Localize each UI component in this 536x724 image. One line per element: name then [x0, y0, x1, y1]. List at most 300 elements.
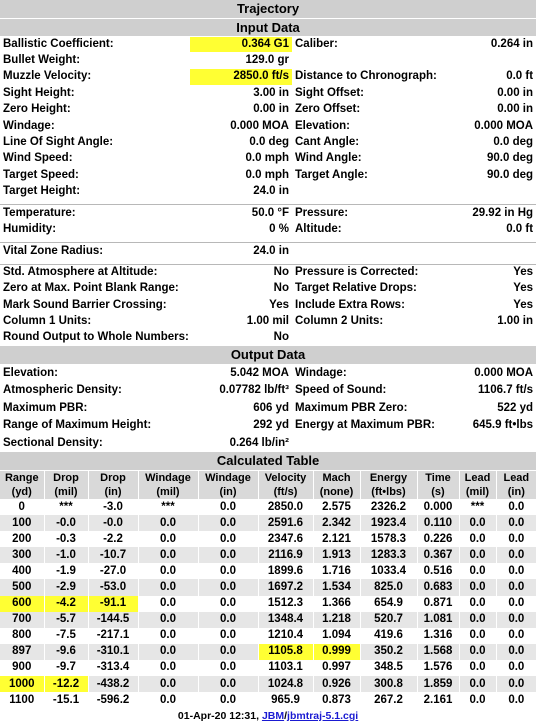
column-header: (none): [313, 485, 360, 500]
table-cell: 0.0: [138, 563, 198, 579]
output-label: Windage:: [292, 364, 452, 382]
column-header: Time: [417, 470, 459, 485]
table-cell: -0.0: [44, 515, 88, 531]
input-data-header: Input Data: [0, 18, 536, 36]
input-row: [0, 102, 536, 118]
table-cell: 0.0: [459, 531, 496, 547]
table-cell: 0.0: [496, 676, 536, 692]
input-value: 0.0 deg: [249, 136, 289, 149]
table-cell: 2.161: [417, 692, 459, 708]
column-header: (ft•lbs): [360, 485, 417, 500]
table-cell: -144.5: [88, 612, 138, 628]
input-value: 0.000 MOA: [230, 119, 289, 132]
input-row: [0, 167, 536, 183]
table-cell: ***: [459, 499, 496, 515]
column-header-row: [0, 470, 536, 485]
table-cell: 0.0: [459, 676, 496, 692]
output-value: 606 yd: [253, 401, 289, 414]
output-label: Range of Maximum Height:: [3, 419, 152, 432]
input-value: 0.0 mph: [245, 152, 289, 165]
input-value: 0.0 ft: [506, 222, 534, 235]
column-header: Mach: [313, 470, 360, 485]
output-section: [0, 346, 536, 364]
input-value: Yes: [513, 282, 534, 295]
table-cell: 0.0: [459, 612, 496, 628]
input-label: [292, 243, 452, 259]
column-header: (s): [417, 485, 459, 500]
table-cell: 0.0: [198, 563, 258, 579]
output-row: [0, 434, 536, 452]
table-cell: 300: [0, 547, 44, 563]
output-value: 645.9 ft•lbs: [472, 419, 534, 432]
table-cell: -438.2: [88, 676, 138, 692]
table-cell: -3.0: [88, 499, 138, 515]
input-value: Yes: [452, 264, 536, 280]
table-cell: 800: [12, 629, 32, 642]
table-cell: 0.0: [138, 644, 198, 660]
table-cell: 1.568: [417, 644, 459, 660]
table-cell: 0.0: [138, 692, 198, 708]
table-cell: 0.871: [417, 596, 459, 612]
table-cell: 0.0: [496, 579, 536, 595]
table-cell: -1.9: [44, 563, 88, 579]
input-label: Wind Speed:: [3, 152, 73, 165]
table-row: [0, 692, 536, 708]
table-row: [0, 644, 536, 660]
table-cell: 0.0: [138, 660, 198, 676]
input-label: Line Of Sight Angle:: [3, 136, 114, 149]
table-cell: 0.683: [417, 579, 459, 595]
input-row: [0, 69, 536, 85]
table-cell: -313.4: [88, 660, 138, 676]
input-value: 24.0 in: [190, 243, 292, 259]
table-cell: 0.0: [496, 531, 536, 547]
table-cell: 0.0: [198, 579, 258, 595]
table-cell: 1283.3: [360, 547, 417, 563]
input-label: [292, 330, 452, 346]
table-cell: 0.0: [138, 628, 198, 644]
column-header: (mil): [459, 485, 496, 500]
input-row: [0, 36, 536, 52]
table-row: [0, 563, 536, 579]
table-cell: 0.0: [198, 628, 258, 644]
table-cell: 700: [0, 612, 44, 628]
table-cell: 654.9: [360, 596, 417, 612]
table-cell: 0.0: [459, 547, 496, 563]
table-cell: ***: [44, 499, 88, 515]
output-value: 292 yd: [253, 419, 289, 432]
input-row: [0, 151, 536, 167]
table-cell: 500: [0, 579, 44, 595]
table-cell: 0.0: [496, 596, 536, 612]
table-row: [0, 596, 536, 612]
input-row: [0, 264, 536, 280]
output-row: [0, 399, 536, 417]
input-label: Bullet Weight:: [3, 54, 81, 67]
table-cell: 1899.6: [258, 563, 313, 579]
output-row: [0, 417, 536, 435]
table-cell: -2.2: [88, 531, 138, 547]
input-label: Zero at Max. Point Blank Range:: [3, 282, 179, 295]
input-label: Pressure is Corrected:: [292, 264, 452, 280]
column-header: (ft/s): [258, 485, 313, 500]
table-cell: 0.0: [496, 644, 536, 660]
table-cell: 0.367: [417, 547, 459, 563]
column-header: Lead: [496, 470, 536, 485]
input-label: Wind Angle:: [295, 152, 362, 165]
table-cell: -1.0: [44, 547, 88, 563]
table-cell: -53.0: [88, 579, 138, 595]
input-row: [0, 280, 536, 296]
column-header: Lead: [459, 470, 496, 485]
table-cell: 1.218: [313, 612, 360, 628]
input-row: [0, 52, 536, 68]
input-row: [0, 330, 536, 346]
output-data-rows: [0, 364, 536, 452]
table-cell: 0.0: [496, 563, 536, 579]
input-label: Column 1 Units:: [3, 314, 92, 327]
input-value: 0.00 in: [497, 86, 534, 99]
table-cell: 0.999: [313, 644, 360, 660]
table-cell: 2326.2: [360, 499, 417, 515]
table-cell: -310.1: [88, 644, 138, 660]
input-value: 0.00 in: [253, 103, 289, 116]
input-value: 0.00 in: [497, 103, 534, 116]
input-value: 0.0 deg: [493, 136, 534, 149]
table-cell: 0.0: [198, 676, 258, 692]
table-cell: 0.0: [138, 531, 198, 547]
table-cell: 350.2: [360, 644, 417, 660]
table-cell: 0.516: [417, 563, 459, 579]
table-cell: 0: [18, 500, 25, 513]
output-value: 0.07782 lb/ft³: [219, 383, 289, 396]
table-cell: 1.576: [417, 660, 459, 676]
table-cell: 2850.0: [258, 499, 313, 515]
table-cell: 1.081: [417, 612, 459, 628]
table-row: [0, 515, 536, 531]
table-cell: 0.0: [459, 692, 496, 708]
table-row: [0, 579, 536, 595]
table-row: [0, 531, 536, 547]
table-cell: 2347.6: [258, 531, 313, 547]
input-label: Sight Offset:: [295, 86, 364, 99]
table-cell: 0.0: [198, 499, 258, 515]
input-row: [0, 297, 536, 313]
input-label: Elevation:: [295, 119, 350, 132]
input-value: [452, 243, 536, 259]
table-cell: 0.0: [198, 547, 258, 563]
table-cell: 267.2: [360, 692, 417, 708]
table-cell: 300.8: [360, 676, 417, 692]
column-header: Energy: [360, 470, 417, 485]
table-cell: 825.0: [360, 579, 417, 595]
table-cell: -9.7: [44, 660, 88, 676]
table-cell: 0.926: [313, 676, 360, 692]
output-label: Energy at Maximum PBR:: [295, 419, 435, 432]
input-label: Cant Angle:: [295, 136, 360, 149]
table-cell: 0.0: [198, 515, 258, 531]
table-cell: 0.0: [496, 499, 536, 515]
column-header: Velocity: [258, 470, 313, 485]
output-value: 522 yd: [497, 401, 534, 414]
table-cell: 0.226: [417, 531, 459, 547]
table-cell: 0.0: [459, 628, 496, 644]
input-label: Sight Height:: [3, 86, 75, 99]
input-value: 0 %: [269, 222, 289, 235]
table-cell: 0.110: [417, 515, 459, 531]
input-label: Target Height:: [3, 185, 81, 198]
table-cell: 0.997: [313, 660, 360, 676]
input-row: [0, 205, 536, 221]
table-cell: 0.0: [138, 547, 198, 563]
input-value: 24.0 in: [253, 185, 289, 198]
table-cell: -10.7: [88, 547, 138, 563]
table-cell: ***: [138, 499, 198, 515]
table-cell: 0.0: [198, 531, 258, 547]
table-row: [0, 660, 536, 676]
table-cell: -12.2: [44, 676, 88, 692]
column-header: Windage: [198, 470, 258, 485]
input-value: 1.00 in: [497, 314, 534, 327]
table-cell: 1.366: [313, 596, 360, 612]
table-cell: 348.5: [360, 660, 417, 676]
input-label: Humidity:: [3, 222, 57, 235]
table-cell: 0.0: [138, 612, 198, 628]
page-title: Trajectory: [0, 0, 536, 18]
table-cell: 1512.3: [258, 596, 313, 612]
input-label: Target Relative Drops:: [295, 282, 417, 295]
table-cell: 0.0: [198, 692, 258, 708]
table-cell: -0.0: [88, 515, 138, 531]
input-value: 0.364 G1: [190, 36, 292, 52]
table-cell: 0.0: [459, 596, 496, 612]
input-label: Std. Atmosphere at Altitude:: [0, 264, 190, 280]
input-value: 3.00 in: [253, 86, 289, 99]
input-label: Altitude:: [295, 222, 342, 235]
table-cell: -91.1: [88, 596, 138, 612]
input-value: 90.0 deg: [487, 152, 534, 165]
table-cell: 0.0: [198, 596, 258, 612]
column-header: Drop: [88, 470, 138, 485]
table-cell: 0.0: [496, 547, 536, 563]
input-value: No: [273, 331, 289, 344]
table-cell: 1.716: [313, 563, 360, 579]
input-label: Mark Sound Barrier Crossing:: [3, 298, 167, 311]
output-label: Sectional Density:: [3, 436, 103, 449]
table-cell: 1.316: [417, 628, 459, 644]
table-row: [0, 612, 536, 628]
table-cell: 100: [0, 515, 44, 531]
table-cell: 0.0: [496, 612, 536, 628]
input-value: [452, 52, 536, 68]
table-cell: 1.094: [313, 628, 360, 644]
table-cell: 0.0: [459, 644, 496, 660]
table-cell: 0.0: [496, 692, 536, 708]
table-cell: 0.0: [459, 563, 496, 579]
output-label: Elevation:: [0, 364, 190, 382]
table-cell: 1210.4: [258, 628, 313, 644]
column-header: (in): [496, 485, 536, 500]
input-value: No: [273, 282, 289, 295]
input-value: 0.0 ft: [506, 70, 534, 83]
input-value: Yes: [513, 298, 534, 311]
table-cell: 0.0: [138, 515, 198, 531]
footer-link-separator: /: [284, 709, 288, 722]
calculated-table-column-headers: [0, 470, 536, 499]
table-cell: 1024.8: [258, 676, 313, 692]
table-cell: -7.5: [44, 628, 88, 644]
input-label: Ballistic Coefficient:: [0, 36, 190, 52]
input-value: 29.92 in Hg: [452, 205, 536, 221]
calculated-table: [0, 452, 536, 724]
column-header-row: [0, 485, 536, 500]
input-label: Zero Offset:: [295, 103, 361, 116]
table-row: [0, 628, 536, 644]
table-cell: 0.0: [138, 579, 198, 595]
table-cell: 2.342: [313, 515, 360, 531]
input-label: Muzzle Velocity:: [3, 70, 92, 83]
output-label: Atmospheric Density:: [3, 383, 122, 396]
table-cell: 0.0: [459, 515, 496, 531]
table-cell: 200: [12, 532, 32, 545]
input-value: 0.264 in: [452, 36, 536, 52]
input-label: Caliber:: [292, 36, 452, 52]
input-label: Round Output to Whole Numbers:: [3, 331, 189, 344]
column-header: Range: [0, 470, 44, 485]
table-cell: -27.0: [88, 563, 138, 579]
table-cell: 0.0: [459, 579, 496, 595]
input-section: [0, 0, 536, 36]
output-label: Maximum PBR:: [3, 401, 88, 414]
table-cell: 2591.6: [258, 515, 313, 531]
input-label: [292, 184, 452, 200]
output-label: Maximum PBR Zero:: [295, 401, 408, 414]
input-label: Pressure:: [292, 205, 452, 221]
table-cell: 1100: [9, 693, 35, 706]
input-label: Vital Zone Radius:: [0, 243, 190, 259]
table-cell: -596.2: [88, 692, 138, 708]
input-label: Zero Height:: [3, 103, 71, 116]
column-header: (mil): [44, 485, 88, 500]
table-cell: 0.0: [459, 660, 496, 676]
table-cell: 0.0: [496, 660, 536, 676]
input-label: Target Speed:: [3, 168, 79, 181]
input-row: [0, 134, 536, 150]
input-value: 90.0 deg: [487, 168, 534, 181]
output-value: 0.264 lb/in²: [229, 436, 289, 449]
column-header: (in): [198, 485, 258, 500]
table-cell: 0.873: [313, 692, 360, 708]
table-cell: 1578.3: [360, 531, 417, 547]
input-value: 2850.0 ft/s: [190, 69, 292, 85]
input-value: [452, 330, 536, 346]
input-value: 0.0 mph: [245, 168, 289, 181]
column-header: (yd): [0, 485, 44, 500]
input-value: [452, 184, 536, 200]
table-cell: 0.0: [198, 660, 258, 676]
table-cell: 0.0: [496, 515, 536, 531]
jbm-link[interactable]: JBM: [261, 709, 285, 722]
table-row: [0, 676, 536, 692]
output-value: [452, 434, 536, 452]
table-cell: 1033.4: [360, 563, 417, 579]
table-cell: 1000: [0, 676, 44, 692]
table-cell: 900: [12, 661, 32, 674]
output-row: [0, 364, 536, 382]
table-cell: 2.121: [313, 531, 360, 547]
input-label: Column 2 Units:: [295, 314, 384, 327]
table-cell: 1697.2: [258, 579, 313, 595]
input-row: [0, 85, 536, 101]
input-value: No: [190, 264, 292, 280]
table-cell: 1.534: [313, 579, 360, 595]
table-cell: 520.7: [360, 612, 417, 628]
table-cell: -9.6: [44, 644, 88, 660]
table-cell: 0.000: [417, 499, 459, 515]
table-cell: 600: [0, 596, 44, 612]
table-cell: 2.575: [313, 499, 360, 515]
output-value: 1106.7 ft/s: [478, 383, 534, 396]
input-row: [0, 221, 536, 237]
table-cell: 400: [12, 564, 32, 577]
column-header: (mil): [138, 485, 198, 500]
input-data-rows: [0, 36, 536, 346]
table-row: [0, 547, 536, 563]
table-cell: -2.9: [44, 579, 88, 595]
footer-timestamp: 01-Apr-20 12:31,: [177, 709, 262, 722]
input-label: Target Angle:: [295, 168, 368, 181]
input-value: 50.0 °F: [190, 205, 292, 221]
table-cell: 0.0: [198, 612, 258, 628]
output-value: 0.000 MOA: [452, 364, 536, 382]
table-cell: 0.0: [496, 628, 536, 644]
input-label: Temperature:: [0, 205, 190, 221]
table-cell: -217.1: [88, 628, 138, 644]
calculated-table-header: Calculated Table: [0, 452, 536, 470]
column-header: (in): [88, 485, 138, 500]
table-cell: 419.6: [360, 628, 417, 644]
table-cell: 897: [0, 644, 44, 660]
table-cell: 1103.1: [258, 660, 313, 676]
output-data-header: Output Data: [0, 346, 536, 364]
input-row: [0, 118, 536, 134]
table-cell: -4.2: [44, 596, 88, 612]
calculated-table-rows: [0, 499, 536, 708]
column-header: Windage: [138, 470, 198, 485]
input-value: 1.00 mil: [246, 314, 289, 327]
input-value: 129.0 gr: [245, 54, 289, 67]
table-cell: 1923.4: [360, 515, 417, 531]
table-cell: 0.0: [138, 596, 198, 612]
output-label: Speed of Sound:: [295, 383, 387, 396]
table-cell: 2116.9: [258, 547, 313, 563]
footer: [0, 708, 536, 724]
jbmtraj-cgi-link[interactable]: jbmtraj-5.1.cgi: [287, 709, 359, 722]
table-cell: -5.7: [44, 612, 88, 628]
column-header: Drop: [44, 470, 88, 485]
input-value: Yes: [269, 298, 289, 311]
input-row: [0, 184, 536, 200]
table-cell: -0.3: [44, 531, 88, 547]
input-value: 0.000 MOA: [474, 119, 534, 132]
table-cell: 0.0: [198, 644, 258, 660]
input-row: [0, 313, 536, 329]
table-cell: 965.9: [258, 692, 313, 708]
table-cell: 0.0: [138, 676, 198, 692]
output-value: 5.042 MOA: [190, 364, 292, 382]
output-row: [0, 382, 536, 400]
input-row: [0, 243, 536, 259]
